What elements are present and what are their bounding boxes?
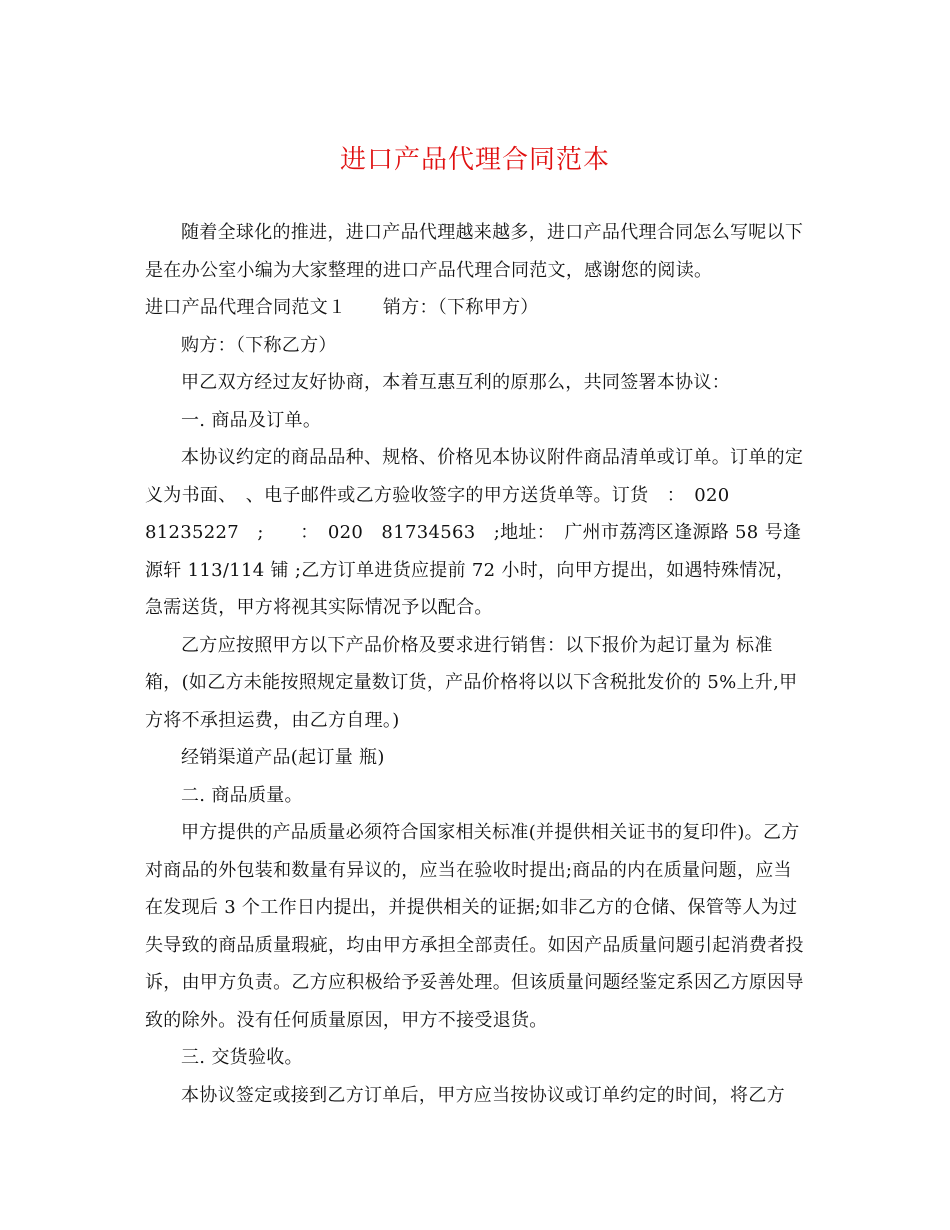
goods-orders-paragraph: 本协议约定的商品品种、规格、价格见本协议附件商品清单或订单。订单的定义为书面、 、电子邮件或乙方验收签字的甲方送货单等。订货 ： 020 81235227 ; ： 020 81734563 ;地址： 广州市荔湾区逢源路 58 号逢源轩 113/114 铺 ;乙方订单进货应提前 72 小时，向甲方提出，如遇特殊情况，急需送货，甲方将视其实际情况予以配合。 bbox=[145, 447, 804, 618]
contract-heading-seller-line: 进口产品代理合同范文１ 销方：（下称甲方） bbox=[145, 297, 539, 318]
section-heading-goods-orders: 一. 商品及订单。 bbox=[181, 409, 322, 431]
section-heading-delivery: 三. 交货验收。 bbox=[181, 1047, 303, 1068]
delivery-paragraph: 本协议签定或接到乙方订单后，甲方应当按协议或订单约定的时间，将乙方 bbox=[181, 1084, 785, 1106]
document-title: 进口产品代理合同范本 bbox=[339, 145, 610, 175]
document-body bbox=[145, 214, 805, 1114]
section-heading-quality: 二. 商品质量。 bbox=[181, 784, 303, 806]
buyer-line: 购方：（下称乙方） bbox=[181, 334, 337, 356]
quality-paragraph: 甲方提供的产品质量必须符合国家相关标准(并提供相关证书的复印件)。乙方对商品的外包装和数量有异议的，应当在验收时提出;商品的内在质量问题，应当在发现后 3 个工作日内提出，并提供相关的证据;如非乙方的仓储、保管等人为过失导致的商品质量瑕疵，均由甲方承担全部责任。如因产品质量问题引起消费者投诉，由甲方负责。乙方应积极给予妥善处理。但该质量问题经鉴定系因乙方原因导致的除外。没有任何质量原因，甲方不接受退货。 bbox=[145, 822, 804, 1031]
distribution-channel-line: 经销渠道产品(起订量 瓶) bbox=[181, 747, 385, 768]
intro-paragraph: 随着全球化的推进，进口产品代理越来越多，进口产品代理合同怎么写呢以下是在办公室小编为大家整理的进口产品代理合同范文，感谢您的阅读。 bbox=[145, 222, 804, 281]
agreement-preamble: 甲乙双方经过友好协商，本着互惠互利的原那么，共同签署本协议： bbox=[181, 372, 730, 393]
pricing-paragraph: 乙方应按照甲方以下产品价格及要求进行销售：以下报价为起订量为 标准箱，(如乙方未能按照规定量数订货，产品价格将以以下含税批发价的 5%上升,甲方将不承担运费，由乙方自理。) bbox=[145, 634, 798, 731]
